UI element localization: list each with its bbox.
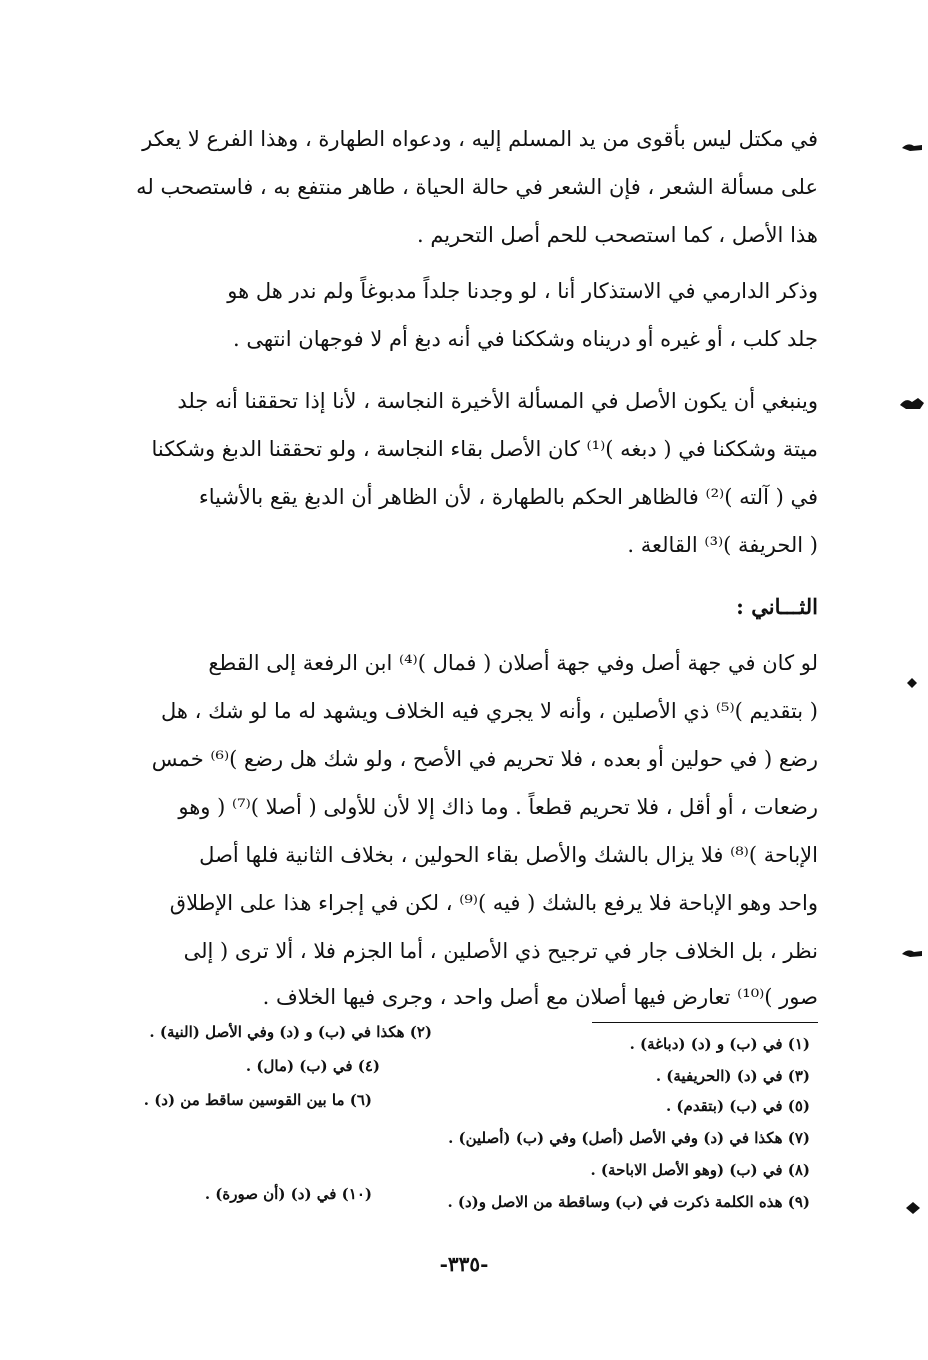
footnote-9: (٩) هذه الكلمة ذكرت في (ب) وساقطة من الاصل و(د) . <box>447 1193 810 1211</box>
margin-mark-icon <box>904 676 920 690</box>
text-line: نظر ، بل الخلاف جار في ترجيح ذي الأصلين ، أما الجزم فلا ، ألا ترى ( إلى <box>183 939 818 963</box>
footnote-4: (٤) في (ب) (مال) . <box>245 1057 380 1075</box>
text-line: رضعات ، أو أقل ، فلا تحريم قطعاً . وما ذاك إلا لأن للأولى ( أصلا )⁽⁷⁾ ( وهو <box>178 795 818 819</box>
text-line: في ( آلته )⁽²⁾ فالظاهر الحكم بالطهارة ، لأن الظاهر أن الدبغ يقع بالأشياء <box>198 485 818 509</box>
text-line: هذا الأصل ، كما استصحب للحم أصل التحريم . <box>416 223 818 247</box>
text-line: الإباحة )⁽⁸⁾ فلا يزال بالشك والأصل بقاء الحولين ، بخلاف الثانية فلها أصل <box>199 843 818 867</box>
text-line: ( الحريفة )⁽³⁾ القالعة . <box>627 533 818 557</box>
margin-mark-icon <box>900 140 924 154</box>
text-line: ميتة وشككنا في ( دبغه )⁽¹⁾ كان الأصل بقاء النجاسة ، ولو تحققنا الدبغ وشككنا <box>151 437 818 461</box>
footnote-2: (٢) هكذا في (ب) و (د) وفي الأصل (النية) . <box>149 1023 432 1041</box>
footnote-6: (٦) ما بين القوسين ساقط من (د) . <box>143 1091 372 1109</box>
footnote-10: (١٠) في (د) (أن صورة) . <box>204 1185 372 1203</box>
margin-mark-icon <box>900 946 924 960</box>
footnote-3: (٣) في (د) (الحريفية) . <box>655 1067 810 1085</box>
text-line: صور )⁽¹⁰⁾ تعارض فيها أصلان مع أصل واحد ، وجرى فيها الخلاف . <box>262 985 818 1009</box>
text-line: ( بتقديم )⁽⁵⁾ ذي الأصلين ، وأنه لا يجري فيه الخلاف ويشهد له ما لو شك ، هل <box>161 699 818 723</box>
text-line: وذكر الدارمي في الاستذكار أنا ، لو وجدنا جلداً مدبوغاً ولم ندر هل هو <box>227 279 818 303</box>
text-line: واحد وهو الإباحة فلا يرفع بالشك ( فيه )⁽⁹⁾ ، لكن في إجراء هذا على الإطلاق <box>169 891 818 915</box>
margin-mark-icon <box>898 395 926 413</box>
text-line: جلد كلب ، أو غيره أو دريناه وشككنا في أنه دبغ أم لا فوجهان انتهى . <box>233 327 818 351</box>
footnote-5: (٥) في (ب) (بتقدم) . <box>665 1097 810 1115</box>
footnote-7: (٧) هكذا في (د) وفي الأصل (أصل) وفي (ب) (أصلين) . <box>448 1129 810 1147</box>
text-line: لو كان في جهة أصل وفي جهة أصلان ( فمال )⁽⁴⁾ ابن الرفعة إلى القطع <box>208 651 818 675</box>
text-line: وينبغي أن يكون الأصل في المسألة الأخيرة النجاسة ، لأنا إذا تحققنا أنه جلد <box>177 389 818 413</box>
footnote-separator <box>592 1022 818 1023</box>
margin-mark-icon <box>904 1200 922 1216</box>
footnote-8: (٨) في (ب) (وهو الأصل الاباحة) . <box>590 1161 810 1179</box>
section-heading-text: الثـــاني : <box>736 594 818 619</box>
footnote-1: (١) في (ب) و (د) (دباغة) . <box>629 1035 810 1053</box>
text-line: في مكتل ليس بأقوى من يد المسلم إليه ، ودعواه الطهارة ، وهذا الفرع لا يعكر <box>142 127 818 151</box>
page-number: -٣٣٥- <box>439 1252 489 1276</box>
text-line: رضع ( في حولين أو بعده ، فلا تحريم في الأصح ، ولو شك هل رضع )⁽⁶⁾ خمس <box>151 747 818 771</box>
text-line: على مسألة الشعر ، فإن الشعر في حالة الحياة ، طاهر منتفع به ، فاستصحب له <box>136 175 818 199</box>
